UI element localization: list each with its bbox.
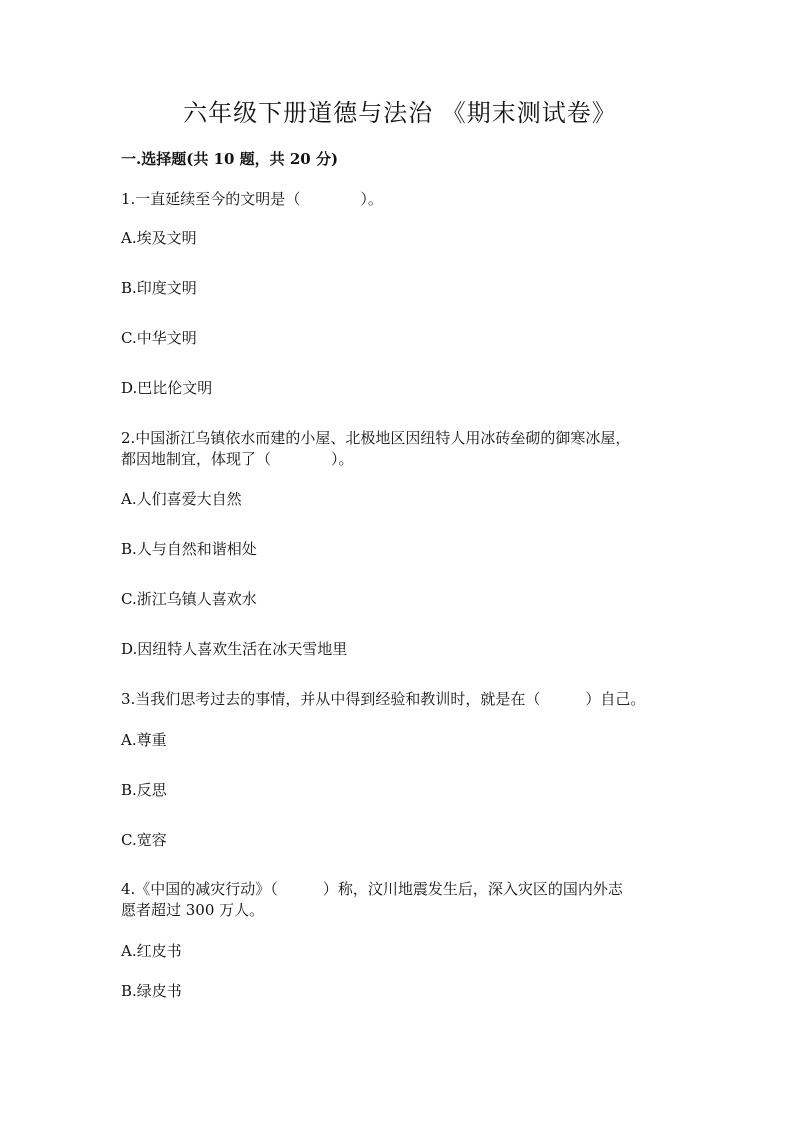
question-1-option-a: A.埃及文明 bbox=[121, 229, 197, 247]
page-title: 六年级下册道德与法治 《期末测试卷》 bbox=[183, 99, 617, 127]
question-3-option-a: A.尊重 bbox=[121, 731, 167, 749]
question-3-option-c: C.宽容 bbox=[121, 831, 167, 849]
question-2-stem-line-2: 都因地制宜，体现了（ ）。 bbox=[121, 450, 354, 468]
question-4-stem-line-2: 愿者超过 300 万人。 bbox=[121, 901, 265, 919]
question-2-option-a: A.人们喜爱大自然 bbox=[121, 490, 242, 508]
question-4-option-a: A.红皮书 bbox=[121, 942, 182, 960]
question-1-option-b: B.印度文明 bbox=[121, 279, 197, 297]
question-3-option-b: B.反思 bbox=[121, 781, 167, 799]
question-2-option-c: C.浙江乌镇人喜欢水 bbox=[121, 590, 257, 608]
question-2-option-d: D.因纽特人喜欢生活在冰天雪地里 bbox=[121, 640, 348, 658]
question-1-option-c: C.中华文明 bbox=[121, 329, 197, 347]
question-4-option-b: B.绿皮书 bbox=[121, 982, 182, 1000]
question-4-stem-line-1: 4.《中国的减灾行动》（ ）称，汶川地震发生后，深入灾区的国内外志 bbox=[121, 880, 623, 898]
section-heading: 一.选择题(共 10 题，共 20 分) bbox=[121, 150, 339, 168]
question-2-stem-line-1: 2.中国浙江乌镇依水而建的小屋、北极地区因纽特人用冰砖垒砌的御寒冰屋， bbox=[121, 429, 631, 447]
question-1-stem: 1.一直延续至今的文明是（ ）。 bbox=[121, 190, 383, 208]
question-2-option-b: B.人与自然和谐相处 bbox=[121, 540, 257, 558]
question-3-stem: 3.当我们思考过去的事情，并从中得到经验和教训时，就是在（ ）自己。 bbox=[121, 690, 646, 708]
question-1-option-d: D.巴比伦文明 bbox=[121, 379, 213, 397]
